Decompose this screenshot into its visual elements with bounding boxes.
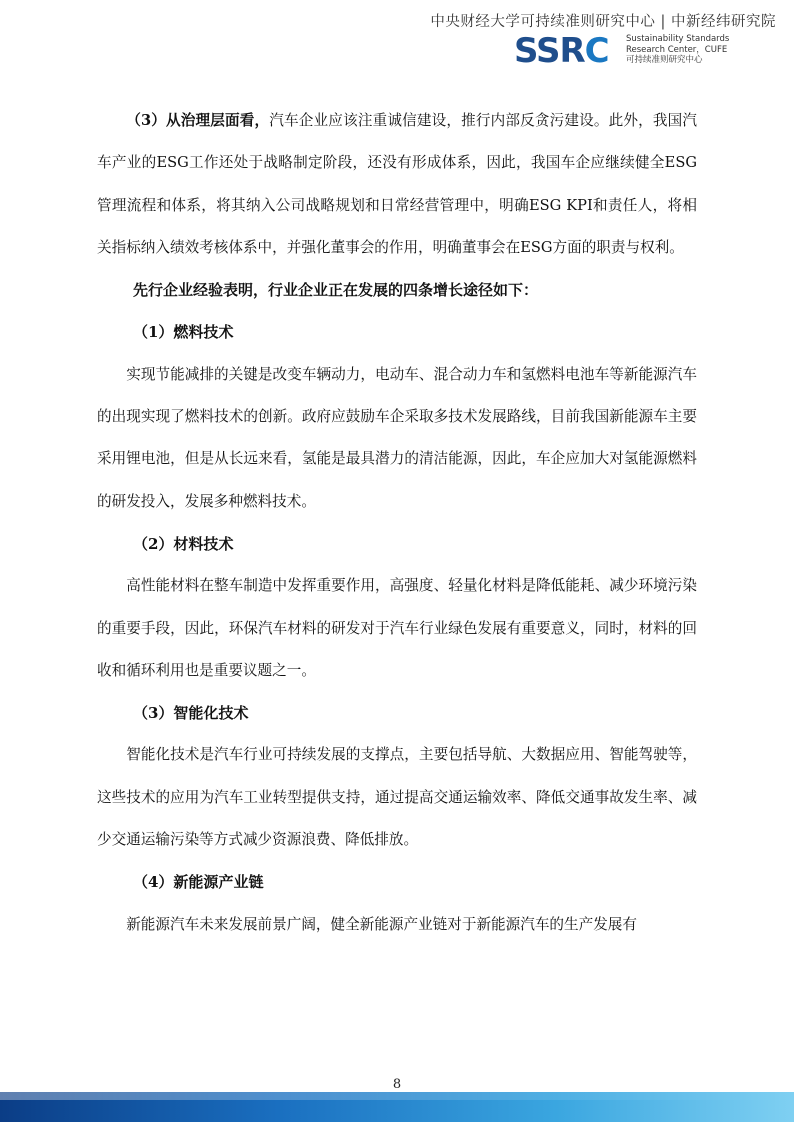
section-heading-intelligence: （3）智能化技术 xyxy=(133,704,249,723)
paragraph-intelligence: 智能化技术是汽车行业可持续发展的支撑点，主要包括导航、大数据应用、智能驾驶等，这些技术的应用为汽车工业转型提供支持，通过提高交通运输效率、降低交通事故发生率、减少交通运输污染等方式减少资源浪费、降低排放。 xyxy=(97,746,697,849)
paragraph-new-energy: 新能源汽车未来发展前景广阔，健全新能源产业链对于新能源汽车的生产发展有 xyxy=(126,915,637,933)
logo-line-3: 可持续准则研究中心 xyxy=(626,55,703,65)
paragraph-materials: 高性能材料在整车制造中发挥重要作用，高强度、轻量化材料是降低能耗、减少环境污染的重要手段，因此，环保汽车材料的研发对于汽车行业绿色发展有重要意义，同时，材料的回收和循环利用也是重要议题之一。 xyxy=(97,577,697,679)
paragraph-governance xyxy=(97,100,697,269)
document-body xyxy=(97,100,697,946)
summary-statement: 先行企业经验表明，行业企业正在发展的四条增长途径如下： xyxy=(133,281,539,300)
logo-line-1: Sustainability Standards xyxy=(626,34,730,44)
logo-line-2: Research Center，CUFE xyxy=(626,44,728,55)
header-institution: 中央财经大学可持续准则研究中心 | 中新经纬研究院 xyxy=(430,14,776,30)
paragraph-lead: （3）从治理层面看， xyxy=(126,112,270,129)
ssrc-logo xyxy=(514,33,744,69)
logo-subtitle xyxy=(626,34,729,66)
paragraph-fuel: 实现节能减排的关键是改变车辆动力，电动车、混合动力车和氢燃料电池车等新能源汽车的出现实现了燃料技术的创新。政府应鼓励车企采取多技术发展路线，目前我国新能源车主要采用锂电池，但是从长远来看，氢能是最具潜力的清洁能源，因此，车企应加大对氢能源燃料的研发投入，发展多种燃料技术。 xyxy=(97,365,697,510)
footer-band xyxy=(0,1092,794,1122)
section-heading-new-energy: （4）新能源产业链 xyxy=(133,873,264,892)
section-heading-fuel: （1）燃料技术 xyxy=(133,323,234,342)
footer-band-highlight xyxy=(0,1092,794,1100)
section-heading-materials: （2）材料技术 xyxy=(133,534,234,553)
page-number: 8 xyxy=(392,1077,402,1092)
paragraph-text: 汽车企业应该注重诚信建设，推行内部反贪污建设。此外，我国汽车产业的ESG工作还处于战略制定阶段，还没有形成体系，因此，我国车企应继续健全ESG管理流程和体系，将其纳入公司战略规划和日常经营管理中，明确ESG KPI和责任人，将相关指标纳入绩效考核体系中，并强化董事会的作用，明确董事会在ESG方面的职责与权利。 xyxy=(97,112,697,256)
logo-wordmark: SSRC xyxy=(514,31,609,71)
